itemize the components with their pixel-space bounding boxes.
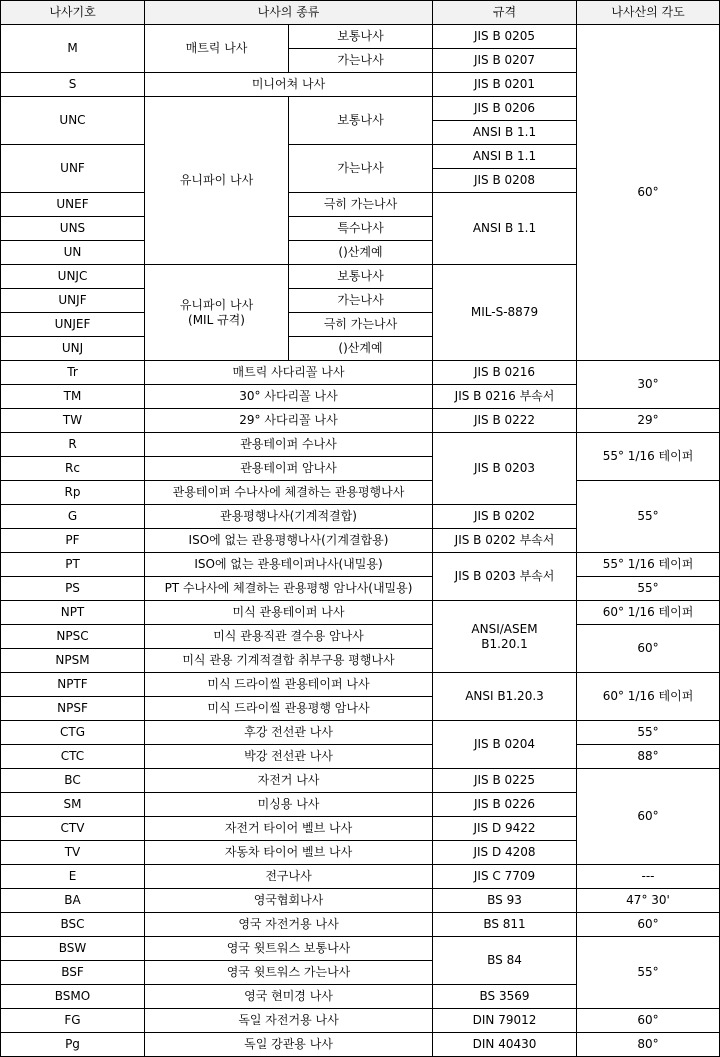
type-cell: 영국 윗트워스 보통나사 (145, 937, 433, 961)
standard-cell: JIS B 0216 부속서 (433, 385, 577, 409)
symbol-cell: NPSC (1, 625, 145, 649)
symbol-cell: TM (1, 385, 145, 409)
standard-cell: ANSI B1.20.3 (433, 673, 577, 721)
symbol-cell: BC (1, 769, 145, 793)
angle-cell: 80° (577, 1033, 720, 1057)
angle-cell: 88° (577, 745, 720, 769)
symbol-cell: FG (1, 1009, 145, 1033)
standard-cell: JIS C 7709 (433, 865, 577, 889)
angle-cell: 55° 1/16 테이퍼 (577, 433, 720, 481)
standard-cell: JIS B 0202 (433, 505, 577, 529)
symbol-cell: Tr (1, 361, 145, 385)
header-type: 나사의 종류 (145, 1, 433, 25)
standard-cell: JIS D 4208 (433, 841, 577, 865)
table-row (1, 481, 720, 505)
type-cell: 관용평행나사(기계적결합) (145, 505, 433, 529)
type-cell: 미식 관용직관 결수용 암나사 (145, 625, 433, 649)
subtype-cell: 보통나사 (289, 25, 433, 49)
table-row (1, 745, 720, 769)
symbol-cell: BSC (1, 913, 145, 937)
angle-cell: 60° (577, 769, 720, 865)
table-row (1, 1009, 720, 1033)
standard-cell: JIS D 9422 (433, 817, 577, 841)
angle-cell: 47° 30' (577, 889, 720, 913)
header-angle: 나사산의 각도 (577, 1, 720, 25)
table-row (1, 937, 720, 961)
table-row (1, 625, 720, 649)
standard-cell: ANSI B 1.1 (433, 121, 577, 145)
symbol-cell: SM (1, 793, 145, 817)
type-cell: ISO에 없는 관용테이퍼나사(내밀용) (145, 553, 433, 577)
table-row (1, 25, 720, 49)
standard-cell: JIS B 0206 (433, 97, 577, 121)
symbol-cell: BSF (1, 961, 145, 985)
type-cell: 미싱용 나사 (145, 793, 433, 817)
type-cell: 자전거 타이어 벨브 나사 (145, 817, 433, 841)
angle-cell: 60° (577, 625, 720, 673)
standard-cell: JIS B 0207 (433, 49, 577, 73)
table-row (1, 865, 720, 889)
type-cell: 영국 자전거용 나사 (145, 913, 433, 937)
symbol-cell: UNC (1, 97, 145, 145)
subtype-cell: 보통나사 (289, 97, 433, 145)
standard-cell: JIS B 0202 부속서 (433, 529, 577, 553)
type-cell: 전구나사 (145, 865, 433, 889)
standard-cell: ANSI B 1.1 (433, 193, 577, 265)
symbol-cell: NPSF (1, 697, 145, 721)
symbol-cell: CTC (1, 745, 145, 769)
symbol-cell: UNJ (1, 337, 145, 361)
symbol-cell: PF (1, 529, 145, 553)
standard-cell: JIS B 0226 (433, 793, 577, 817)
standard-cell: JIS B 0216 (433, 361, 577, 385)
angle-cell: 30° (577, 361, 720, 409)
standard-cell: BS 3569 (433, 985, 577, 1009)
symbol-cell: PS (1, 577, 145, 601)
symbol-cell: TV (1, 841, 145, 865)
symbol-cell: UNF (1, 145, 145, 193)
standard-cell: DIN 40430 (433, 1033, 577, 1057)
standard-cell: MIL-S-8879 (433, 265, 577, 361)
standard-cell: JIS B 0203 부속서 (433, 553, 577, 601)
table-row (1, 769, 720, 793)
subtype-cell: ()산계예 (289, 337, 433, 361)
symbol-cell: G (1, 505, 145, 529)
type-cell: 후강 전선관 나사 (145, 721, 433, 745)
header-standard: 규격 (433, 1, 577, 25)
angle-cell: 60° (577, 25, 720, 361)
symbol-cell: UNEF (1, 193, 145, 217)
symbol-cell: Rp (1, 481, 145, 505)
symbol-cell: E (1, 865, 145, 889)
standard-cell: BS 93 (433, 889, 577, 913)
type-cell: 미식 드라이씰 관용평행 암나사 (145, 697, 433, 721)
symbol-cell: UNJF (1, 289, 145, 313)
standard-cell: JIS B 0203 (433, 433, 577, 505)
type-cell: 미식 관용 기계적결합 취부구용 평행나사 (145, 649, 433, 673)
standard-cell: JIS B 0205 (433, 25, 577, 49)
type-cell: 미니어쳐 나사 (145, 73, 433, 97)
type-cell: ISO에 없는 관용평행나사(기계결합용) (145, 529, 433, 553)
header-symbol: 나사기호 (1, 1, 145, 25)
type-cell: 미식 드라이씰 관용테이퍼 나사 (145, 673, 433, 697)
subtype-cell: 가는나사 (289, 145, 433, 193)
standard-cell: BS 84 (433, 937, 577, 985)
type-group-cell: 유니파이 나사 (145, 97, 289, 265)
symbol-cell: NPSM (1, 649, 145, 673)
type-cell: 관용테이퍼 수나사 (145, 433, 433, 457)
table-row (1, 577, 720, 601)
symbol-cell: BSMO (1, 985, 145, 1009)
angle-cell: 60° (577, 913, 720, 937)
type-group-cell: 유니파이 나사 (MIL 규격) (145, 265, 289, 361)
type-group-cell: 매트릭 나사 (145, 25, 289, 73)
subtype-cell: 극히 가는나사 (289, 193, 433, 217)
subtype-cell: ()산계예 (289, 241, 433, 265)
table-row (1, 601, 720, 625)
angle-cell: 60° 1/16 테이퍼 (577, 673, 720, 721)
angle-cell: --- (577, 865, 720, 889)
standard-cell: ANSI B 1.1 (433, 145, 577, 169)
table-row (1, 673, 720, 697)
symbol-cell: Pg (1, 1033, 145, 1057)
table-row (1, 553, 720, 577)
type-cell: 29° 사다리꼴 나사 (145, 409, 433, 433)
type-cell: 영국 현미경 나사 (145, 985, 433, 1009)
symbol-cell: UN (1, 241, 145, 265)
type-cell: 영국 윗트워스 가는나사 (145, 961, 433, 985)
table-row (1, 1033, 720, 1057)
symbol-cell: BA (1, 889, 145, 913)
type-cell: 독일 자전거용 나사 (145, 1009, 433, 1033)
table-header-row (1, 1, 720, 25)
angle-cell: 55° 1/16 테이퍼 (577, 553, 720, 577)
subtype-cell: 가는나사 (289, 289, 433, 313)
symbol-cell: NPTF (1, 673, 145, 697)
symbol-cell: PT (1, 553, 145, 577)
table-row (1, 361, 720, 385)
standard-cell: JIS B 0201 (433, 73, 577, 97)
symbol-cell: M (1, 25, 145, 73)
standard-cell: JIS B 0204 (433, 721, 577, 769)
angle-cell: 55° (577, 577, 720, 601)
standard-cell: ANSI/ASEM B1.20.1 (433, 601, 577, 673)
table-row (1, 433, 720, 457)
symbol-cell: TW (1, 409, 145, 433)
standard-cell: DIN 79012 (433, 1009, 577, 1033)
type-cell: 영국협회나사 (145, 889, 433, 913)
angle-cell: 55° (577, 937, 720, 1009)
standard-cell: JIS B 0208 (433, 169, 577, 193)
symbol-cell: BSW (1, 937, 145, 961)
standard-cell: BS 811 (433, 913, 577, 937)
type-cell: 박강 전선관 나사 (145, 745, 433, 769)
subtype-cell: 가는나사 (289, 49, 433, 73)
angle-cell: 60° 1/16 테이퍼 (577, 601, 720, 625)
type-cell: 30° 사다리꼴 나사 (145, 385, 433, 409)
symbol-cell: UNJEF (1, 313, 145, 337)
angle-cell: 55° (577, 721, 720, 745)
type-cell: 매트릭 사다리꼴 나사 (145, 361, 433, 385)
type-cell: PT 수나사에 체결하는 관용평행 암나사(내밀용) (145, 577, 433, 601)
symbol-cell: CTG (1, 721, 145, 745)
symbol-cell: UNS (1, 217, 145, 241)
symbol-cell: UNJC (1, 265, 145, 289)
angle-cell: 60° (577, 1009, 720, 1033)
symbol-cell: Rc (1, 457, 145, 481)
standard-cell: JIS B 0225 (433, 769, 577, 793)
table-row (1, 721, 720, 745)
symbol-cell: S (1, 73, 145, 97)
table-row (1, 913, 720, 937)
angle-cell: 55° (577, 481, 720, 553)
subtype-cell: 보통나사 (289, 265, 433, 289)
standard-cell: JIS B 0222 (433, 409, 577, 433)
symbol-cell: R (1, 433, 145, 457)
symbol-cell: NPT (1, 601, 145, 625)
symbol-cell: CTV (1, 817, 145, 841)
type-cell: 자동차 타이어 벨브 나사 (145, 841, 433, 865)
type-cell: 자전거 나사 (145, 769, 433, 793)
type-cell: 미식 관용테이퍼 나사 (145, 601, 433, 625)
angle-cell: 29° (577, 409, 720, 433)
subtype-cell: 특수나사 (289, 217, 433, 241)
type-cell: 관용테이퍼 암나사 (145, 457, 433, 481)
table-row (1, 409, 720, 433)
table-row (1, 889, 720, 913)
type-cell: 독일 강관용 나사 (145, 1033, 433, 1057)
subtype-cell: 극히 가는나사 (289, 313, 433, 337)
type-cell: 관용테이퍼 수나사에 체결하는 관용평행나사 (145, 481, 433, 505)
